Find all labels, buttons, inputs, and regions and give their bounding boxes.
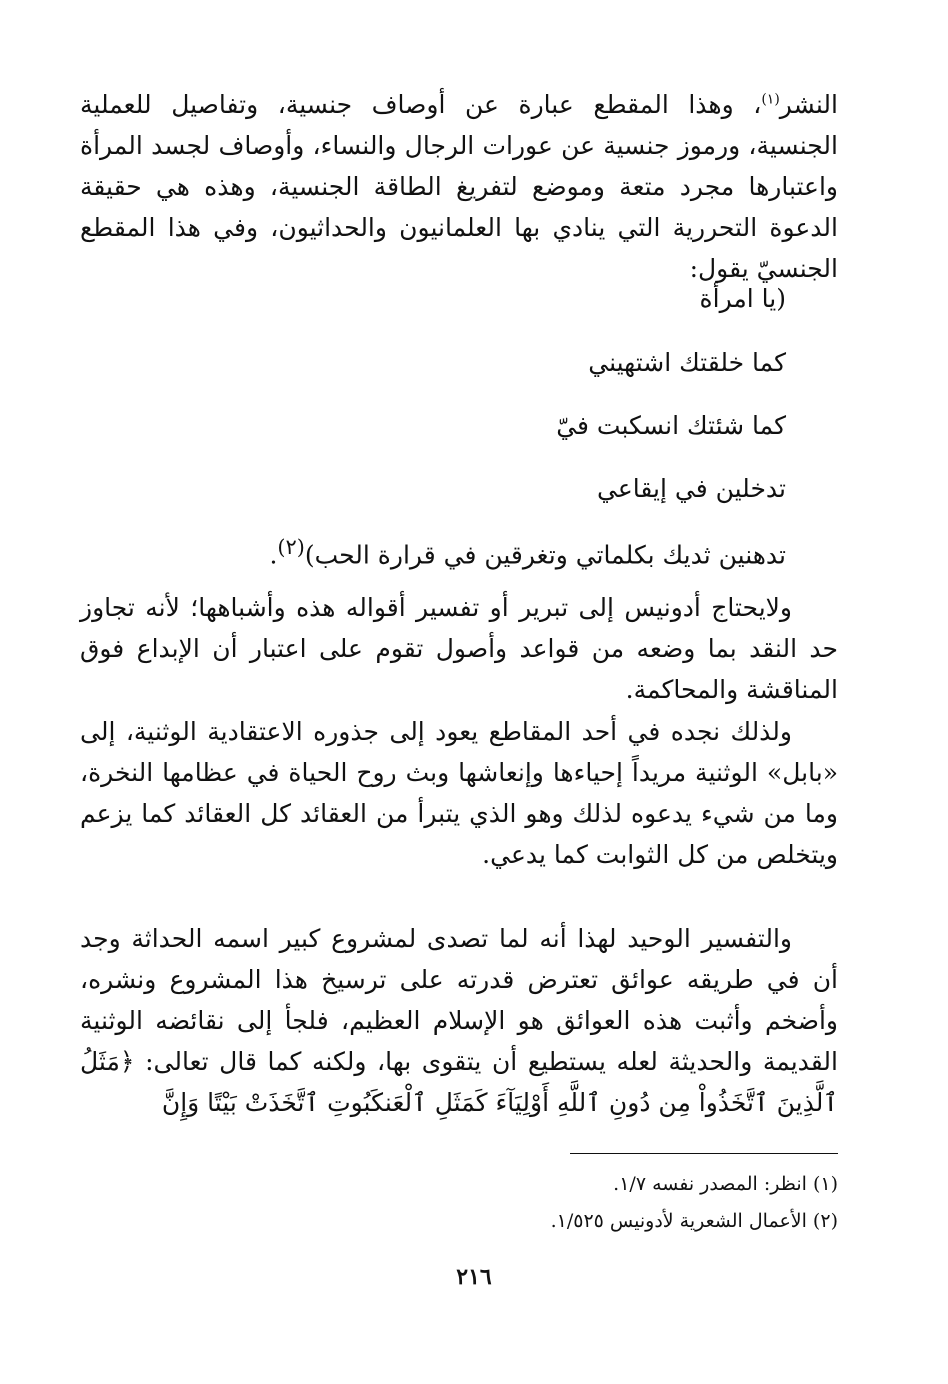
paragraph-4: والتفسير الوحيد لهذا أنه لما تصدى لمشروع كبير اسمه الحداثة وجد أن في طريقه عوائق تعترض قدرته على ترسيخ هذا المشروع ونشره، وأضخم وأثبت هذه العوائق هو الإسلام العظيم، فلجأ إلى نقائضه الوثنية القديمة والحديثة لعله يستطيع أن يتقوى بها، ولكنه كما قال تعالى: ﴿مَثَلُ ٱلَّذِينَ ٱتَّخَذُواْ مِن دُونِ ٱللَّهِ أَوْلِيَآءَ كَمَثَلِ ٱلْعَنكَبُوتِ ٱتَّخَذَتْ بَيْتًا وَإِنَّ xyxy=(80,924,838,1117)
paragraph-1 xyxy=(80,84,838,289)
footnote-ref-2: (٢) xyxy=(277,535,305,559)
verse-line-1: (يا امرأة xyxy=(699,284,786,313)
verse-line-4: تدخلين في إيقاعي xyxy=(597,474,786,503)
footnote-divider xyxy=(570,1153,838,1154)
paragraph-1-start: النشر xyxy=(779,90,838,119)
verse-line-5-text: تدهنين ثديك بكلماتي وتغرقين في قرارة الحب) xyxy=(304,540,786,570)
footnote-1: (١) انظر: المصدر نفسه ١/٧. xyxy=(613,1173,838,1195)
paragraph-3: ولذلك نجده في أحد المقاطع يعود إلى جذوره الاعتقادية الوثنية، إلى «بابل» الوثنية مريداً إحياءها وإنعاشها وبث روح الحياة في عظامها النخرة، وما من شيء يدعوه لذلك وهو الذي يتبرأ من العقائد كل العقائد كما يزعم ويتخلص من كل الثوابت كما يدعي. xyxy=(80,717,838,869)
footnote-2: (٢) الأعمال الشعرية لأدونيس ١/٥٢٥. xyxy=(550,1210,838,1232)
paragraph-1-rest: ، وهذا المقطع عبارة عن أوصاف جنسية، وتفاصيل للعملية الجنسية، ورموز جنسية عن عورات الرجال والنساء، وأوصاف لجسد المرأة واعتبارها مجرد متعة وموضع لتفريغ الطاقة الجنسية، وهذه هي حقيقة الدعوة التحررية التي ينادي بها العلمانيون والحداثيون، وفي هذا المقطع الجنسيّ يقول: xyxy=(80,90,838,283)
page-number: ٢١٦ xyxy=(456,1264,492,1290)
verse-line-2: كما خلقتك اشتهيني xyxy=(588,348,786,377)
verse-line-5 xyxy=(269,527,786,575)
verse-line-5-end: . xyxy=(269,540,278,570)
footnote-ref-1: (١) xyxy=(761,91,780,108)
paragraph-2: ولايحتاج أدونيس إلى تبرير أو تفسير أقواله هذه وأشباهها؛ لأنه تجاوز حد النقد بما وضعه من قواعد وأصول تقوم على اعتبار أن الإبداع فوق المناقشة والمحاكمة. xyxy=(80,593,838,704)
verse-line-3: كما شئتك انسكبت فيّ xyxy=(556,411,786,440)
